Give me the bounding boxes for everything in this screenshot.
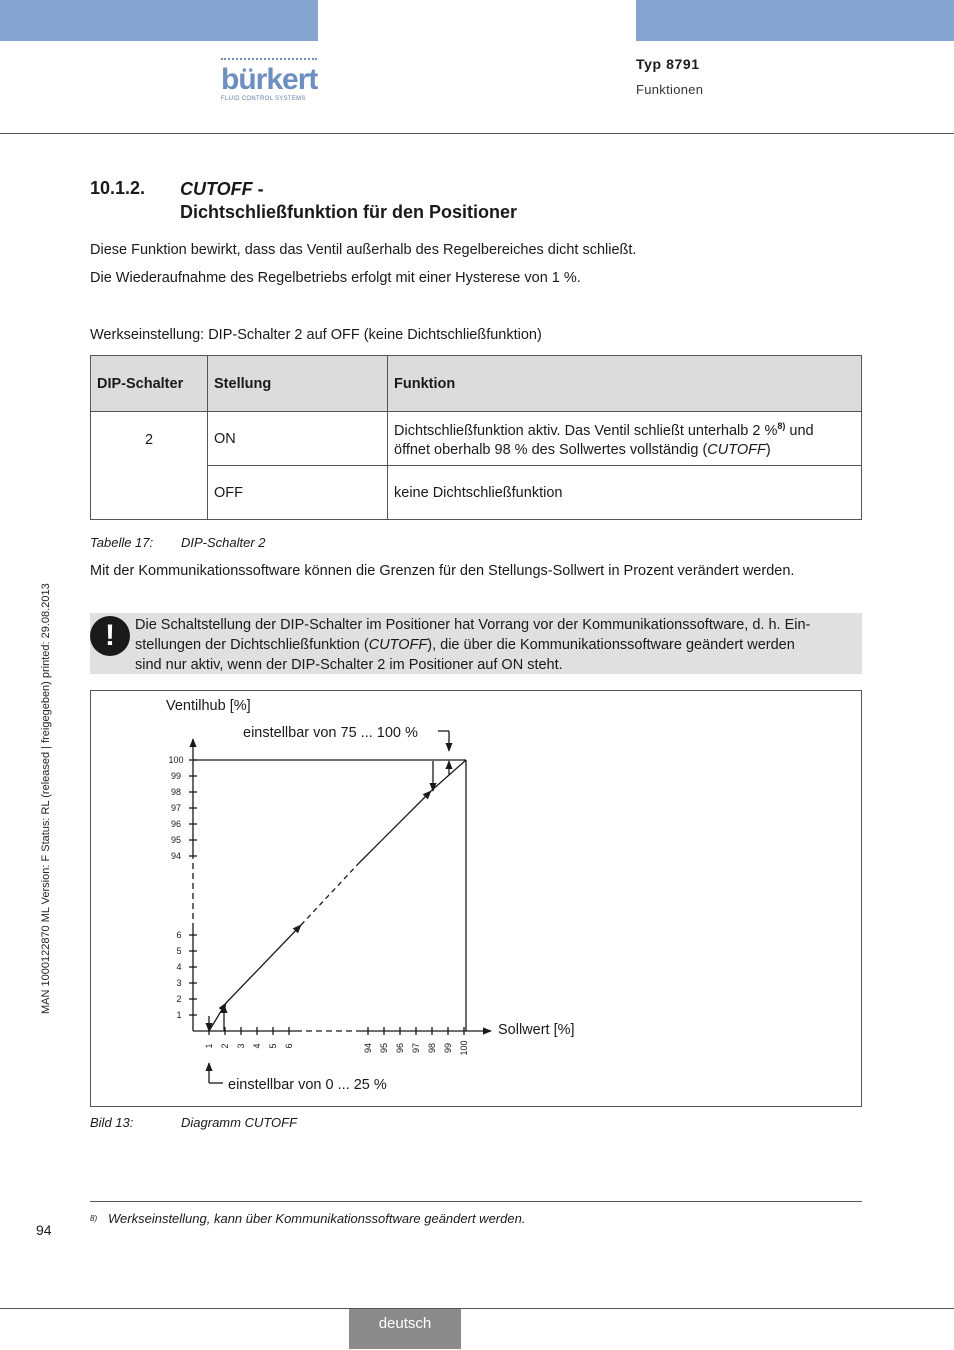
y-tick-label: 6 — [176, 930, 182, 940]
y-tick-label: 4 — [176, 962, 182, 972]
paragraph-factory-setting: Werkseinstellung: DIP-Schalter 2 auf OFF (keine Dichtschließfunktion) — [90, 327, 542, 343]
table-cell-off: OFF — [208, 466, 388, 520]
y-tick-label: 99 — [170, 771, 182, 781]
x-tick-label: 97 — [411, 1042, 421, 1054]
language-tab: deutsch — [349, 1309, 461, 1349]
document-section: Funktionen — [636, 82, 704, 97]
characteristic-upper — [359, 791, 431, 863]
x-tick-label: 2 — [220, 1043, 230, 1049]
y-tick-label: 98 — [170, 787, 182, 797]
table-header-row — [91, 356, 862, 412]
table-caption-label: Tabelle 17: — [90, 535, 154, 550]
x-axis-label: Sollwert [%] — [498, 1022, 575, 1038]
y-tick-label: 97 — [170, 803, 182, 813]
paragraph-2: Die Wiederaufnahme des Regelbetriebs erfolgt mit einer Hysterese von 1 %. — [90, 270, 581, 286]
note-line-2a: stellungen der Dichtschließfunktion ( — [135, 637, 369, 653]
logo-tagline: FLUID CONTROL SYSTEMS — [221, 96, 306, 102]
footer-rule — [0, 1308, 954, 1309]
paragraph-1: Diese Funktion bewirkt, dass das Ventil außerhalb des Regelbereiches dicht schließt. — [90, 242, 637, 258]
table-row — [91, 412, 862, 466]
y-tick-label: 94 — [170, 851, 182, 861]
header-band-left — [0, 0, 318, 41]
cutoff-diagram-frame — [90, 690, 862, 1107]
footnote-text: Werkseinstellung, kann über Kommunikationssoftware geändert werden. — [108, 1211, 526, 1226]
logo-wordmark: bürkert — [221, 63, 318, 96]
bottom-annotation: einstellbar von 0 ... 25 % — [228, 1077, 387, 1093]
x-tick-label: 6 — [284, 1043, 294, 1049]
table-cell-on: ON — [208, 412, 388, 466]
note-cutoff: CUTOFF — [368, 637, 428, 653]
on-function-text-2: öffnet oberhalb 98 % des Sollwertes vollständig ( — [394, 441, 708, 458]
y-tick-label: 96 — [170, 819, 182, 829]
x-tick-label: 95 — [379, 1042, 389, 1054]
document-type: Typ 8791 — [636, 56, 700, 72]
x-tick-label: 1 — [204, 1043, 214, 1049]
on-function-text-und: und — [785, 422, 814, 439]
table-header-stellung: Stellung — [208, 356, 388, 412]
y-tick-label: 5 — [176, 946, 182, 956]
cutoff-diagram — [91, 691, 861, 1106]
section-title-dash: - — [252, 179, 264, 199]
x-tick-label: 100 — [459, 1040, 469, 1056]
warning-note-text — [135, 615, 855, 675]
section-number: 10.1.2. — [90, 178, 146, 198]
table-header-dip: DIP-Schalter — [91, 356, 208, 412]
figure-caption-label: Bild 13: — [90, 1115, 134, 1130]
exclamation-icon: ! — [90, 616, 130, 656]
x-tick-label: 94 — [363, 1042, 373, 1054]
table-cell-on-function — [388, 412, 862, 466]
table-caption-text: DIP-Schalter 2 — [181, 535, 266, 550]
x-tick-label: 96 — [395, 1042, 405, 1054]
on-function-text: Dichtschließfunktion aktiv. Das Ventil schließt unterhalb 2 % — [394, 422, 778, 439]
footnote-mark: 8) — [90, 1214, 98, 1223]
footnote-rule — [90, 1201, 862, 1202]
section-title-cutoff: CUTOFF — [180, 179, 253, 199]
top-annotation: einstellbar von 75 ... 100 % — [243, 725, 418, 741]
table-cell-switch: 2 — [91, 412, 208, 520]
x-tick-label: 4 — [252, 1043, 262, 1049]
paragraph-communication: Mit der Kommunikationssoftware können die Grenzen für den Stellungs-Sollwert in Prozent verändert werden. — [90, 563, 795, 579]
header-rule — [0, 133, 954, 134]
note-line-1: Die Schaltstellung der DIP-Schalter im Positioner hat Vorrang vor der Kommunikationssoftware, d. h. Ein- — [135, 617, 811, 633]
on-function-cutoff: CUTOFF — [707, 441, 766, 458]
x-tick-label: 98 — [427, 1042, 437, 1054]
footnote-ref: 8) — [777, 421, 786, 432]
figure-caption-text: Diagramm CUTOFF — [181, 1115, 298, 1130]
on-function-paren: ) — [765, 441, 771, 458]
y-tick-label: 2 — [176, 994, 182, 1004]
y-tick-label: 95 — [170, 835, 182, 845]
document-metadata-vertical: MAN 1000122870 ML Version: F Status: RL (released | freigegeben) printed: 29.08.2013 — [40, 583, 52, 1014]
table-header-funktion: Funktion — [388, 356, 862, 412]
section-title — [180, 178, 517, 224]
page-number: 94 — [36, 1222, 52, 1238]
y-axis-label: Ventilhub [%] — [166, 698, 251, 714]
y-tick-label: 3 — [176, 978, 182, 988]
note-line-3: sind nur aktiv, wenn der DIP-Schalter 2 im Positioner auf ON steht. — [135, 657, 563, 673]
characteristic-lower — [226, 925, 301, 1003]
buerkert-logo — [221, 58, 319, 103]
characteristic-dashed — [301, 863, 359, 925]
y-tick-label: 1 — [176, 1010, 182, 1020]
x-tick-label: 99 — [443, 1042, 453, 1054]
note-line-2c: ), die über die Kommunikationssoftware geändert werden — [427, 637, 795, 653]
section-title-line2: Dichtschließfunktion für den Positioner — [180, 202, 518, 222]
table-cell-off-function: keine Dichtschließfunktion — [388, 466, 862, 520]
dip-switch-table — [90, 355, 862, 520]
header-band-right — [636, 0, 954, 41]
x-tick-label: 5 — [268, 1043, 278, 1049]
y-tick-label: 100 — [168, 755, 184, 765]
x-tick-label: 3 — [236, 1043, 246, 1049]
